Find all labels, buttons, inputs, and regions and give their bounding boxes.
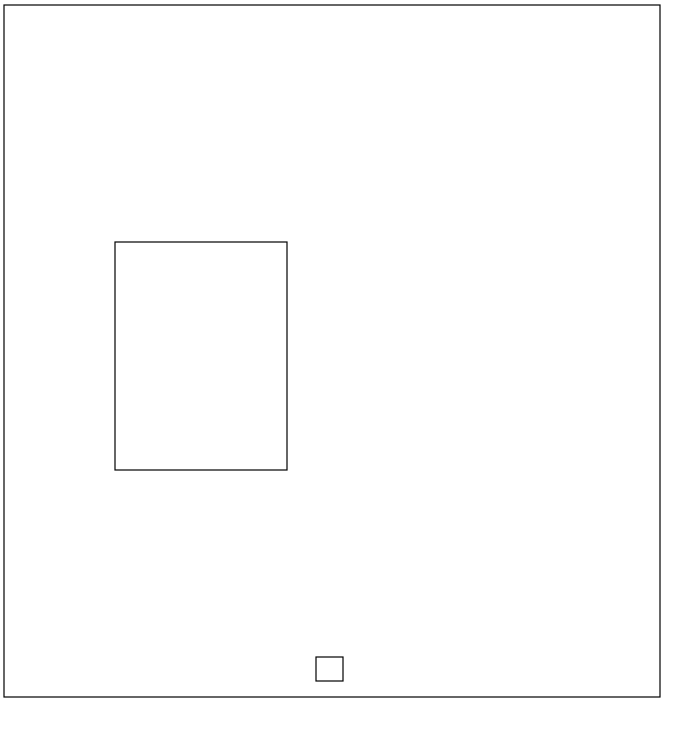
topline-box — [316, 657, 343, 681]
physical-display — [115, 242, 287, 470]
figure-frame — [4, 5, 660, 697]
